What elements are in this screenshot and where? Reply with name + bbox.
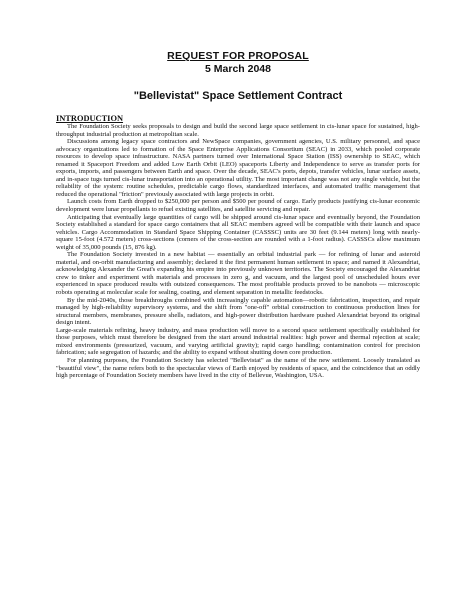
paragraph: Large-scale materials refining, heavy industry, and mass production will move to a second space settlement specifically established for those purposes, which must therefore be designed from the start around industrial realities: high power and thermal rejection at scale; mixed environments (pressurized, vacuum, and varying artificial gravity); rapid cargo handling; contamination control for precision fabrication; safe segregation of hazards; and the ability to expand without shutting down core production. xyxy=(56,326,420,357)
document-date: 5 March 2048 xyxy=(205,63,271,75)
request-label: REQUEST FOR PROPOSAL xyxy=(167,50,309,62)
section-heading: INTRODUCTION xyxy=(56,114,124,123)
paragraph: The Foundation Society invested in a new habitat — essentially an orbital industrial park — for refining of lunar and asteroid material, and on-orbit manufacturing and assembly; declared it the first permanent human settlement in space; and named it Alexandriat, acknowledging Alexander the Great's expanding his empire into previously unknown territories. The Society encouraged the Alexandriat crew to tinker and experiment with materials and processes in zero g, and vacuum, and the largest pool of unscheduled hours ever experienced in space produced results with outsized consequences. The most profitable products proved to be nanobots — microscopic robots operating at molecular scale for sealing, coating, and element separation in metallic feedstocks. xyxy=(56,251,420,297)
body-text xyxy=(56,123,420,380)
document-header xyxy=(56,50,420,103)
paragraph: By the mid-2040s, those breakthroughs combined with increasingly capable automation—robotic fabrication, inspection, and repair managed by high-reliability supervisory systems, and the shift from "one-off" orbital construction to continuous production lines for structural members, membranes, pressure shells, radiators, and high-power distribution hardware pushed Alexandriat beyond its original design intent. xyxy=(56,296,420,327)
paragraph: Anticipating that eventually large quantities of cargo will be shipped around cis-lunar space and eventually beyond, the Foundation Society established a standard for space cargo containers that all SEAC members agreed will be compatible with their launch and space vehicles. Cargo Accommodation in Standard Space Shipping Container (CASSSC) units are 30 feet (9.144 meters) long with nearly-square 15-foot (4.572 meters) cross-sections (corners of the cross-section are rounded with a 1-foot radius). CASSSCs allow maximum weight of 35,000 pounds (15, 876 kg). xyxy=(56,213,420,251)
paragraph: Discussions among legacy space contractors and NewSpace companies, government agencies, U.S. military personnel, and space advocacy organizations led to formation of the Space Enterprise Applications Consortium (SEAC) in 2033, which pooled corporate resources to develop space infrastructure. NASA partners turned over International Space Station (ISS) ownership to SEAC, which renamed it Spaceport Freedom and added Low Earth Orbit (LEO) spaceports Liberty and Independence to serve as transfer ports for exports, imports, and passengers between Earth and space. Over the decade, SEAC's ports, depots, transfer vehicles, lunar surface assets, and in-space tugs turned cis-lunar transportation into an operational utility. The most important change was not any single vehicle, but the reliability of the system: routine schedules, predictable cargo flows, standardized interfaces, and automated traffic management that reduced the operational "friction" previously associated with large projects in orbit. xyxy=(56,138,420,198)
paragraph: The Foundation Society seeks proposals to design and build the second large space settlement in cis-lunar space for sustained, high-throughput industrial production at metropolitan scale. xyxy=(56,123,420,138)
paragraph: For planning purposes, the Foundation Society has selected "Bellevistat" as the name of the new settlement. Loosely translated as "beautiful view", the name refers both to the spectacular views of Earth enjoyed by residents of space, and the coincidence that an oddly high percentage of Foundation Society members have lived in the city of Bellevue, Washington, USA. xyxy=(56,356,420,380)
document-title: "Bellevistat" Space Settlement Contract xyxy=(133,90,343,102)
paragraph: Launch costs from Earth dropped to $250,000 per person and $500 per pound of cargo. Early products justifying cis-lunar economic development were lunar propellants to refuel existing satellites, and satellite servicing and repair. xyxy=(56,198,420,214)
introduction-section xyxy=(56,114,420,380)
